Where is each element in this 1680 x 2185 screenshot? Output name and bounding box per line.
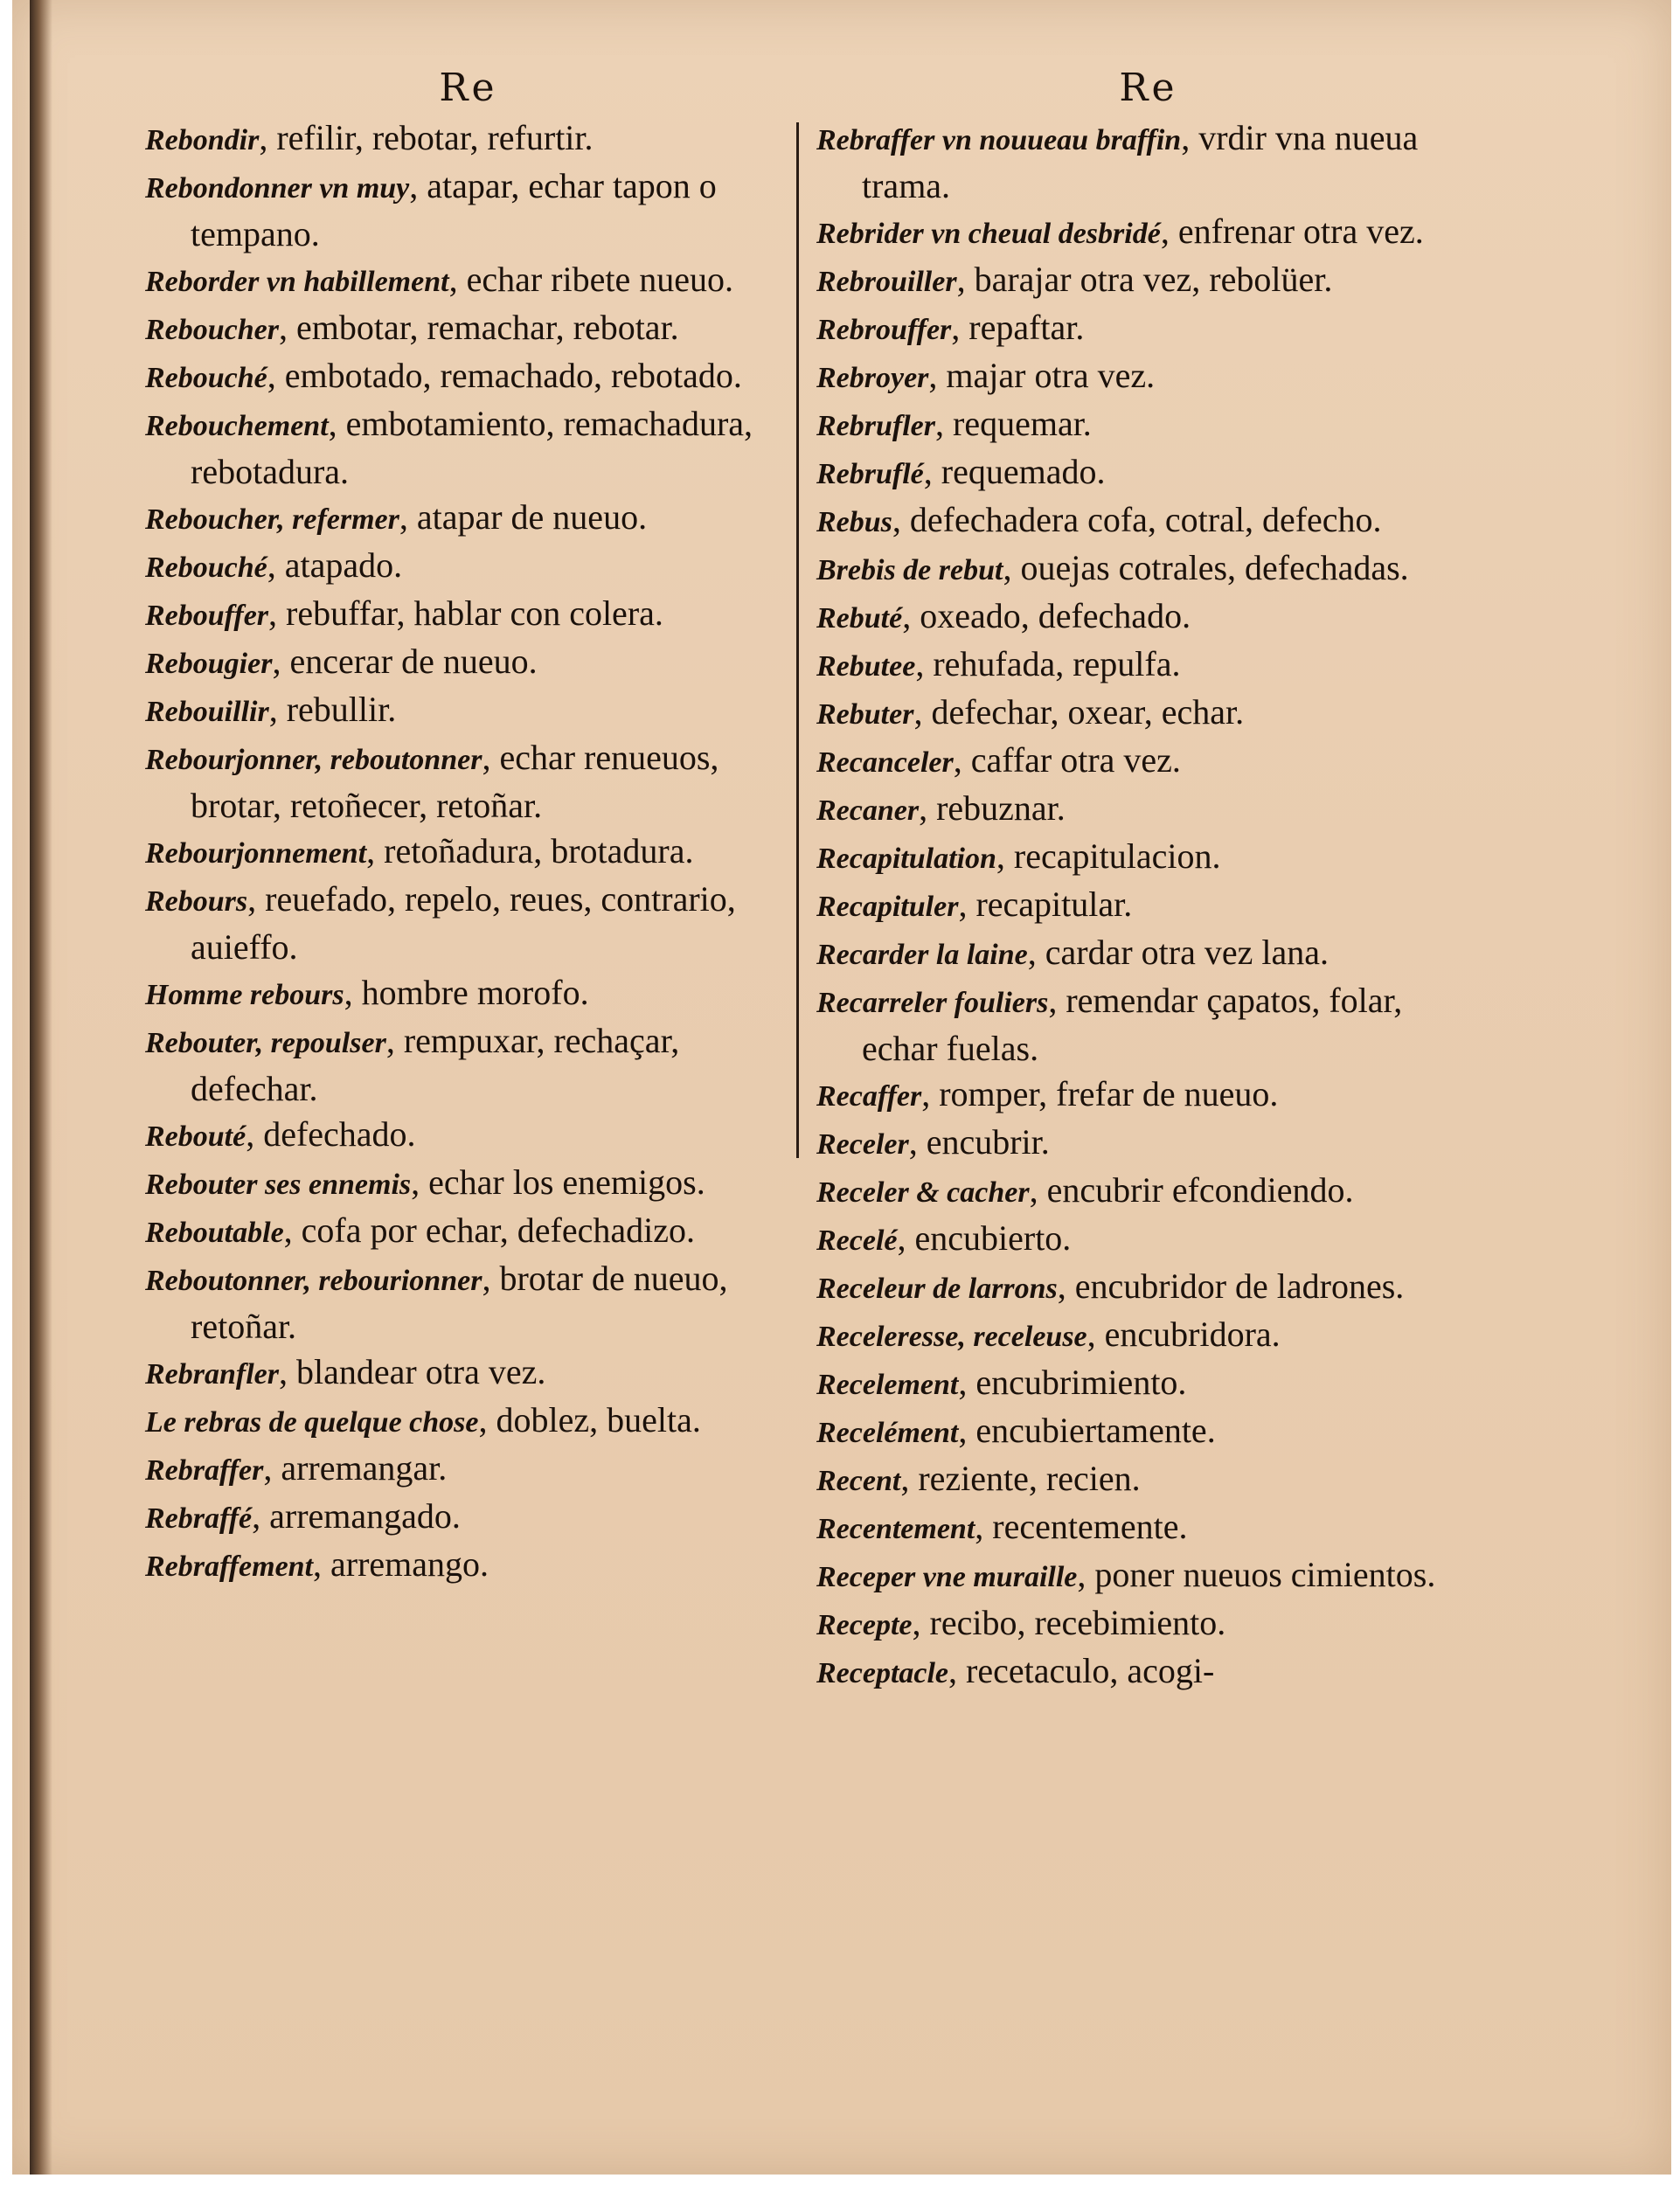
entry-headword: Rebouter ses ennemis xyxy=(145,1169,412,1201)
entry-headword: Recelement xyxy=(816,1369,959,1401)
entry-headword: Rebouchement xyxy=(145,410,329,442)
entry-definition: , requemado. xyxy=(923,452,1106,491)
entry-headword: Rebouché xyxy=(145,362,267,394)
entry-headword: Receler xyxy=(816,1128,909,1161)
dictionary-entry xyxy=(816,593,1481,642)
entry-headword: Rebouffer xyxy=(145,600,269,632)
dictionary-entry xyxy=(816,353,1481,401)
entry-headword: Rebondonner vn muy xyxy=(145,172,410,205)
dictionary-entry xyxy=(816,305,1481,353)
entry-definition: , oxeado, defechado. xyxy=(902,596,1191,635)
entry-definition: , caffar otra vez. xyxy=(953,740,1181,780)
entry-definition: , vrdir vna nueua trama. xyxy=(862,118,1419,205)
entry-headword: Receper vne muraille xyxy=(816,1561,1078,1593)
entry-headword: Reborder vn habillement xyxy=(145,266,449,298)
dictionary-entry xyxy=(816,1264,1481,1312)
entry-definition: , remendar çapatos, folar, echar fuelas. xyxy=(862,981,1403,1068)
dictionary-entry xyxy=(816,209,1481,257)
entry-headword: Rebourjonner, reboutonner xyxy=(145,744,482,776)
entry-definition: , blandear otra vez. xyxy=(279,1352,546,1391)
dictionary-entry xyxy=(145,829,792,877)
entry-definition: , embotado, remachado, rebotado. xyxy=(267,356,742,395)
dictionary-entry xyxy=(816,1360,1481,1408)
entry-headword: Rebouillir xyxy=(145,696,269,728)
dictionary-entry xyxy=(816,401,1481,449)
entry-headword: Recapituler xyxy=(816,891,959,923)
entry-headword: Rebraffement xyxy=(145,1550,314,1583)
dictionary-entry xyxy=(145,257,792,305)
dictionary-entry xyxy=(145,970,792,1018)
entry-definition: , doblez, buelta. xyxy=(478,1400,701,1439)
dictionary-entry xyxy=(816,1312,1481,1360)
entry-definition: , defechar, oxear, echar. xyxy=(913,692,1245,732)
left-running-header: Re xyxy=(439,66,498,110)
entry-headword: Recelément xyxy=(816,1417,959,1449)
entry-headword: Rebutee xyxy=(816,650,916,683)
entry-headword: Receptacle xyxy=(816,1657,949,1689)
dictionary-entry xyxy=(145,1018,792,1112)
left-entry-list xyxy=(145,115,792,1590)
entry-headword: Recanceler xyxy=(816,746,954,779)
dictionary-entry xyxy=(145,1256,792,1349)
dictionary-entry xyxy=(816,545,1481,593)
entry-headword: Rebroyer xyxy=(816,362,929,394)
entry-headword: Rebrouiller xyxy=(816,266,957,298)
dictionary-entry xyxy=(145,353,792,401)
entry-headword: Rebus xyxy=(816,506,892,538)
right-entry-list xyxy=(816,115,1481,1696)
dictionary-entry xyxy=(816,1504,1481,1552)
entry-headword: Recarreler fouliers xyxy=(816,987,1049,1019)
entry-definition: , poner nueuos cimientos. xyxy=(1077,1555,1436,1594)
entry-definition: , majar otra vez. xyxy=(928,356,1156,395)
entry-definition: , recibo, recebimiento. xyxy=(912,1603,1226,1642)
dictionary-entry xyxy=(816,1168,1481,1216)
entry-headword: Rebougier xyxy=(145,648,273,680)
entry-definition: , rebullir. xyxy=(268,690,397,729)
dictionary-entry xyxy=(145,401,792,495)
entry-headword: Rebondir xyxy=(145,124,260,156)
entry-definition: , defechadera cofa, cotral, defecho. xyxy=(892,500,1382,539)
dictionary-entry xyxy=(816,690,1481,738)
entry-definition: , encubridor de ladrones. xyxy=(1057,1266,1405,1306)
dictionary-entry xyxy=(816,1216,1481,1264)
entry-definition: , encubiertamente. xyxy=(958,1411,1216,1450)
dictionary-entry xyxy=(816,497,1481,545)
entry-headword: Homme rebours xyxy=(145,979,344,1011)
entry-definition: , encubrimiento. xyxy=(958,1363,1187,1402)
entry-headword: Rebranfler xyxy=(145,1358,279,1391)
entry-headword: Rebraffer xyxy=(145,1454,264,1487)
entry-headword: Brebis de rebut xyxy=(816,554,1003,586)
dictionary-entry xyxy=(145,1542,792,1590)
entry-definition: , echar los enemigos. xyxy=(411,1162,705,1202)
entry-headword: Recaner xyxy=(816,794,920,827)
entry-definition: , echar ribete nueuo. xyxy=(448,260,733,299)
dictionary-entry xyxy=(145,305,792,353)
dictionary-entry xyxy=(145,1112,792,1160)
dictionary-entry xyxy=(816,1552,1481,1600)
entry-headword: Reboutonner, rebourionner xyxy=(145,1265,482,1297)
entry-definition: , rebuffar, hablar con colera. xyxy=(268,593,663,633)
dictionary-entry xyxy=(816,257,1481,305)
entry-headword: Receleur de larrons xyxy=(816,1273,1058,1305)
dictionary-entry xyxy=(145,163,792,257)
entry-definition: , arremangado. xyxy=(252,1496,461,1536)
entry-definition: , rebuznar. xyxy=(919,788,1066,828)
entry-headword: Recepte xyxy=(816,1609,913,1641)
left-column xyxy=(145,61,792,1590)
entry-definition: , reziente, recien. xyxy=(900,1459,1141,1498)
entry-headword: Recaffer xyxy=(816,1080,922,1113)
entry-headword: Rebraffer vn nouueau braffin xyxy=(816,124,1182,156)
dictionary-entry xyxy=(816,786,1481,834)
entry-definition: , echar renueuos, brotar, retoñecer, retoñar. xyxy=(191,738,719,825)
entry-definition: , encubierto. xyxy=(897,1218,1072,1258)
right-column xyxy=(816,61,1481,1696)
dictionary-entry xyxy=(145,115,792,163)
entry-definition: , ouejas cotrales, defechadas. xyxy=(1003,548,1409,587)
entry-definition: , encubridora. xyxy=(1086,1314,1281,1354)
dictionary-entry xyxy=(145,1160,792,1208)
entry-definition: , recapitular. xyxy=(958,884,1133,924)
entry-definition: , embotar, remachar, rebotar. xyxy=(279,308,679,347)
entry-definition: , cofa por echar, defechadizo. xyxy=(283,1210,696,1250)
entry-headword: Recapitulation xyxy=(816,843,996,875)
entry-definition: , atapar de nueuo. xyxy=(399,497,648,537)
entry-definition: , defechado. xyxy=(246,1114,416,1154)
dictionary-entry xyxy=(145,639,792,687)
entry-headword: Rebraffé xyxy=(145,1502,253,1535)
dictionary-entry xyxy=(816,1120,1481,1168)
entry-definition: , requemar. xyxy=(935,404,1092,443)
entry-definition: , embotamiento, remachadura, rebotadura. xyxy=(191,404,753,491)
entry-definition: , barajar otra vez, rebolüer. xyxy=(956,260,1333,299)
entry-definition: , romper, frefar de nueuo. xyxy=(921,1074,1279,1113)
entry-headword: Rebourjonnement xyxy=(145,837,367,870)
dictionary-entry xyxy=(145,877,792,970)
dictionary-entry xyxy=(145,1494,792,1542)
dictionary-entry xyxy=(816,882,1481,930)
right-running-header: Re xyxy=(1119,66,1178,110)
dictionary-entry xyxy=(816,834,1481,882)
entry-definition: , enfrenar otra vez. xyxy=(1160,212,1424,251)
entry-headword: Rebours xyxy=(145,885,248,918)
entry-headword: Receler & cacher xyxy=(816,1176,1030,1209)
entry-headword: Rebouté xyxy=(145,1120,246,1153)
entry-headword: Rebrouffer xyxy=(816,314,952,346)
page-gutter-shadow xyxy=(30,0,52,2175)
entry-definition: , encerar de nueuo. xyxy=(272,642,538,681)
entry-definition: , recapitulacion. xyxy=(996,836,1221,876)
entry-definition: , arremango. xyxy=(313,1544,489,1584)
dictionary-entry xyxy=(145,1398,792,1446)
entry-definition: , repaftar. xyxy=(951,308,1085,347)
entry-definition: , atapado. xyxy=(267,545,403,585)
entry-headword: Receleresse, receleuse xyxy=(816,1321,1087,1353)
entry-definition: , rehufada, repulfa. xyxy=(915,644,1181,683)
entry-headword: Rebuter xyxy=(816,698,914,731)
dictionary-entry xyxy=(816,115,1481,209)
dictionary-entry xyxy=(816,1600,1481,1648)
dictionary-entry xyxy=(816,1072,1481,1120)
entry-definition: , cardar otra vez lana. xyxy=(1027,933,1329,972)
entry-definition: , encubrir. xyxy=(908,1122,1050,1162)
dictionary-entry xyxy=(816,1408,1481,1456)
entry-headword: Recent xyxy=(816,1465,901,1497)
entry-definition: , rempuxar, rechaçar, defechar. xyxy=(191,1021,680,1108)
entry-definition: , reuefado, repelo, reues, contrario, auieffo. xyxy=(191,879,736,967)
entry-headword: Recentement xyxy=(816,1513,975,1545)
entry-headword: Recelé xyxy=(816,1224,898,1257)
dictionary-entry xyxy=(816,738,1481,786)
entry-headword: Rebruflé xyxy=(816,458,924,490)
entry-definition: , encubrir efcondiendo. xyxy=(1029,1170,1354,1210)
dictionary-entry xyxy=(145,687,792,735)
dictionary-entry xyxy=(145,1208,792,1256)
entry-definition: , brotar de nueuo, retoñar. xyxy=(191,1259,728,1346)
dictionary-entry xyxy=(816,449,1481,497)
entry-headword: Recarder la laine xyxy=(816,939,1028,971)
entry-headword: Rebrider vn cheual desbridé xyxy=(816,218,1161,250)
entry-headword: Reboucher, refermer xyxy=(145,503,399,536)
dictionary-entry xyxy=(816,642,1481,690)
entry-headword: Rebouché xyxy=(145,551,267,584)
dictionary-entry xyxy=(145,591,792,639)
entry-headword: Reboutable xyxy=(145,1217,284,1249)
entry-definition: , hombre morofo. xyxy=(344,973,589,1012)
entry-headword: Rebrufler xyxy=(816,410,935,442)
entry-definition: , recetaculo, acogi- xyxy=(948,1651,1215,1690)
entry-definition: , refilir, rebotar, refurtir. xyxy=(259,118,594,157)
book-page xyxy=(12,0,1671,2175)
dictionary-entry xyxy=(816,930,1481,978)
dictionary-entry xyxy=(816,978,1481,1072)
dictionary-entry xyxy=(145,543,792,591)
dictionary-entry xyxy=(816,1456,1481,1504)
entry-headword: Reboucher xyxy=(145,314,279,346)
entry-headword: Rebuté xyxy=(816,602,903,635)
entry-headword: Rebouter, repoulser xyxy=(145,1027,386,1059)
entry-definition: , arremangar. xyxy=(263,1448,448,1488)
entry-headword: Le rebras de quelque chose xyxy=(145,1406,479,1439)
dictionary-entry xyxy=(145,735,792,829)
dictionary-entry xyxy=(145,1349,792,1398)
entry-definition: , atapar, echar tapon o tempano. xyxy=(191,166,717,253)
entry-definition: , retoñadura, brotadura. xyxy=(366,831,694,871)
column-divider-rule xyxy=(796,122,799,1158)
dictionary-entry xyxy=(145,1446,792,1494)
entry-definition: , recentemente. xyxy=(975,1507,1188,1546)
dictionary-entry xyxy=(816,1648,1481,1696)
dictionary-entry xyxy=(145,495,792,543)
